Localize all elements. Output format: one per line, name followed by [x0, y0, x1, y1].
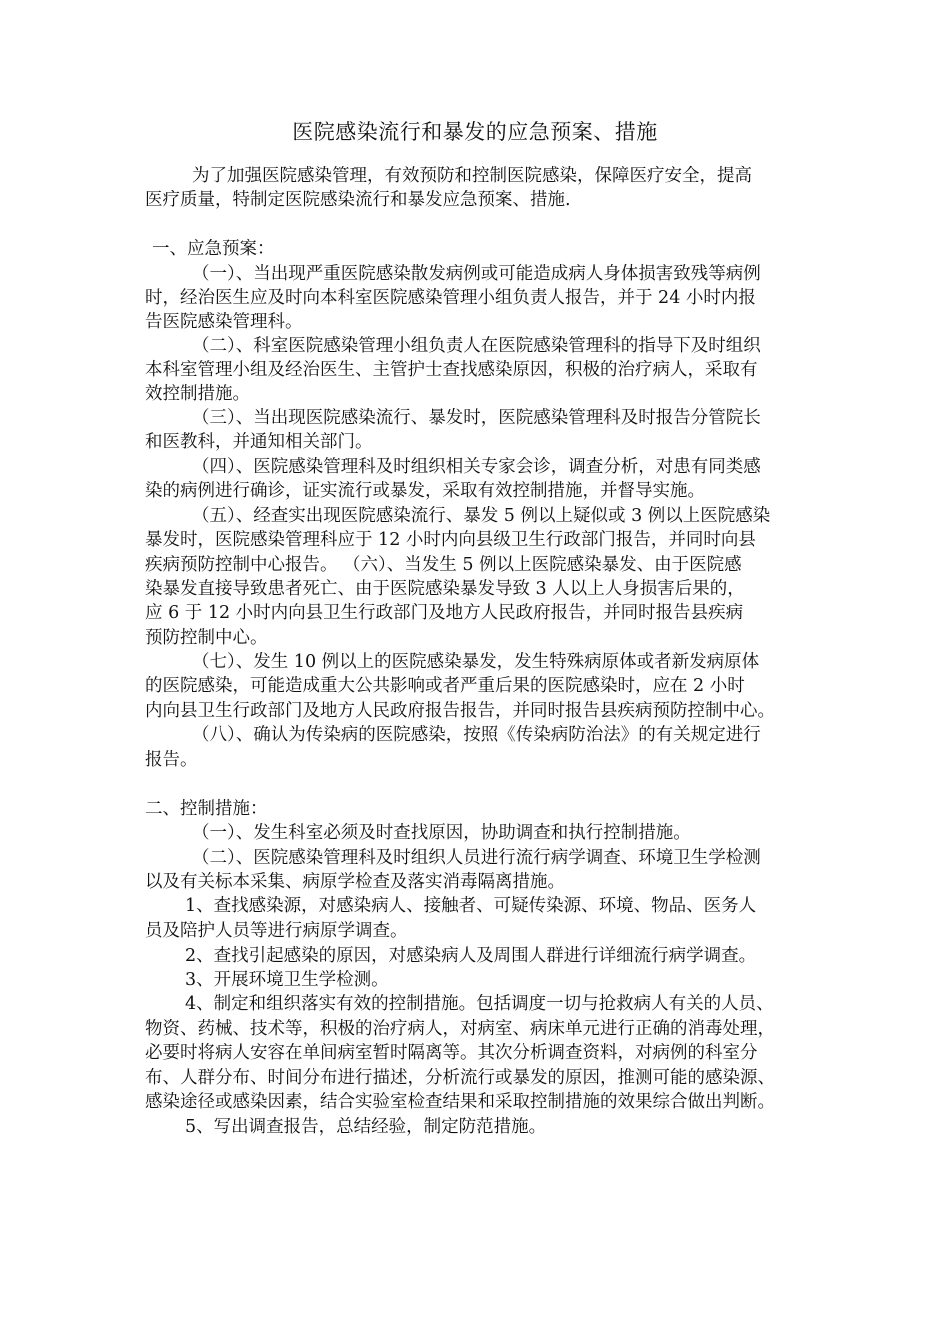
section-heading: 一、应急预案：	[152, 239, 275, 259]
paragraph-line: 时，经治医生应及时向本科室医院感染管理小组负责人报告，并于 24 小时内报	[145, 288, 756, 308]
paragraph-line: 告医院感染管理科。	[145, 312, 303, 332]
paragraph-line: （二）、科室医院感染管理小组负责人在医院感染管理科的指导下及时组织	[192, 336, 761, 356]
paragraph-line: 效控制措施。	[145, 384, 250, 404]
paragraph-line: 3、开展环境卫生学检测。	[185, 970, 389, 990]
paragraph-line: 应 6 于 12 小时内向县卫生行政部门及地方人民政府报告，并同时报告县疾病	[145, 603, 744, 623]
paragraph-line: 和医教科，并通知相关部门。	[145, 432, 373, 452]
paragraph-line: （七）、发生 10 例以上的医院感染暴发，发生特殊病原体或者新发病原体	[192, 652, 760, 672]
paragraph-line: 布、人群分布、时间分布进行描述，分析流行或暴发的原因，推测可能的感染源、	[145, 1068, 775, 1088]
paragraph-line: 1、查找感染源，对感染病人、接触者、可疑传染源、环境、物品、医务人	[185, 896, 757, 916]
paragraph-line: 5、写出调查报告，总结经验，制定防范措施。	[185, 1117, 547, 1137]
paragraph-line: 以及有关标本采集、病原学检查及落实消毒隔离措施。	[145, 872, 565, 892]
paragraph-line: 染暴发直接导致患者死亡、由于医院感染暴发导致 3 人以上人身损害后果的，	[145, 579, 745, 599]
paragraph-line: （四）、医院感染管理科及时组织相关专家会诊，调查分析，对患有同类感	[192, 457, 761, 477]
paragraph-line: 染的病例进行确诊，证实流行或暴发，采取有效控制措施，并督导实施。	[145, 481, 705, 501]
paragraph-line: 报告。	[145, 750, 198, 770]
paragraph-line: 物资、药械、技术等，积极的治疗病人，对病室、病床单元进行正确的消毒处理，	[145, 1019, 775, 1039]
paragraph-line: 本科室管理小组及经治医生、主管护士查找感染原因，积极的治疗病人，采取有	[145, 360, 758, 380]
section-heading: 二、控制措施：	[145, 799, 268, 819]
paragraph-line: （一）、发生科室必须及时查找原因，协助调查和执行控制措施。	[192, 823, 691, 843]
paragraph-line: 内向县卫生行政部门及地方人民政府报告报告，并同时报告县疾病预防控制中心。	[145, 701, 775, 721]
paragraph-line: （五）、经查实出现医院感染流行、暴发 5 例以上疑似或 3 例以上医院感染	[192, 506, 771, 526]
paragraph-line: 为了加强医院感染管理，有效预防和控制医院感染，保障医疗安全，提高	[192, 166, 752, 186]
paragraph-line: 必要时将病人安容在单间病室暂时隔离等。其次分析调查资料，对病例的科室分	[145, 1043, 758, 1063]
paragraph-line: （八）、确认为传染病的医院感染，按照《传染病防治法》的有关规定进行	[192, 725, 761, 745]
paragraph-line: 医疗质量，特制定医院感染流行和暴发应急预案、措施.	[145, 190, 571, 210]
paragraph-line: （一）、当出现严重医院感染散发病例或可能造成病人身体损害致残等病例	[192, 264, 761, 284]
paragraph-line: （三）、当出现医院感染流行、暴发时，医院感染管理科及时报告分管院长	[192, 408, 761, 428]
paragraph-line: 2、查找引起感染的原因，对感染病人及周围人群进行详细流行病学调查。	[185, 946, 757, 966]
paragraph-line: 感染途径或感染因素，结合实验室检查结果和采取控制措施的效果综合做出判断。	[145, 1092, 775, 1112]
document-title: 医院感染流行和暴发的应急预案、措施	[292, 120, 658, 144]
paragraph-line: 暴发时，医院感染管理科应于 12 小时内向县级卫生行政部门报告，并同时向县	[145, 530, 756, 550]
paragraph-line: 的医院感染，可能造成重大公共影响或者严重后果的医院感染时，应在 2 小时	[145, 676, 745, 696]
paragraph-line: 疾病预防控制中心报告。 （六）、当发生 5 例以上医院感染暴发、由于医院感	[145, 555, 742, 575]
paragraph-line: 员及陪护人员等进行病原学调查。	[145, 921, 408, 941]
paragraph-line: （二）、医院感染管理科及时组织人员进行流行病学调查、环境卫生学检测	[192, 848, 761, 868]
paragraph-line: 预防控制中心。	[145, 628, 268, 648]
paragraph-line: 4、制定和组织落实有效的控制措施。包括调度一切与抢救病人有关的人员、	[185, 994, 774, 1014]
